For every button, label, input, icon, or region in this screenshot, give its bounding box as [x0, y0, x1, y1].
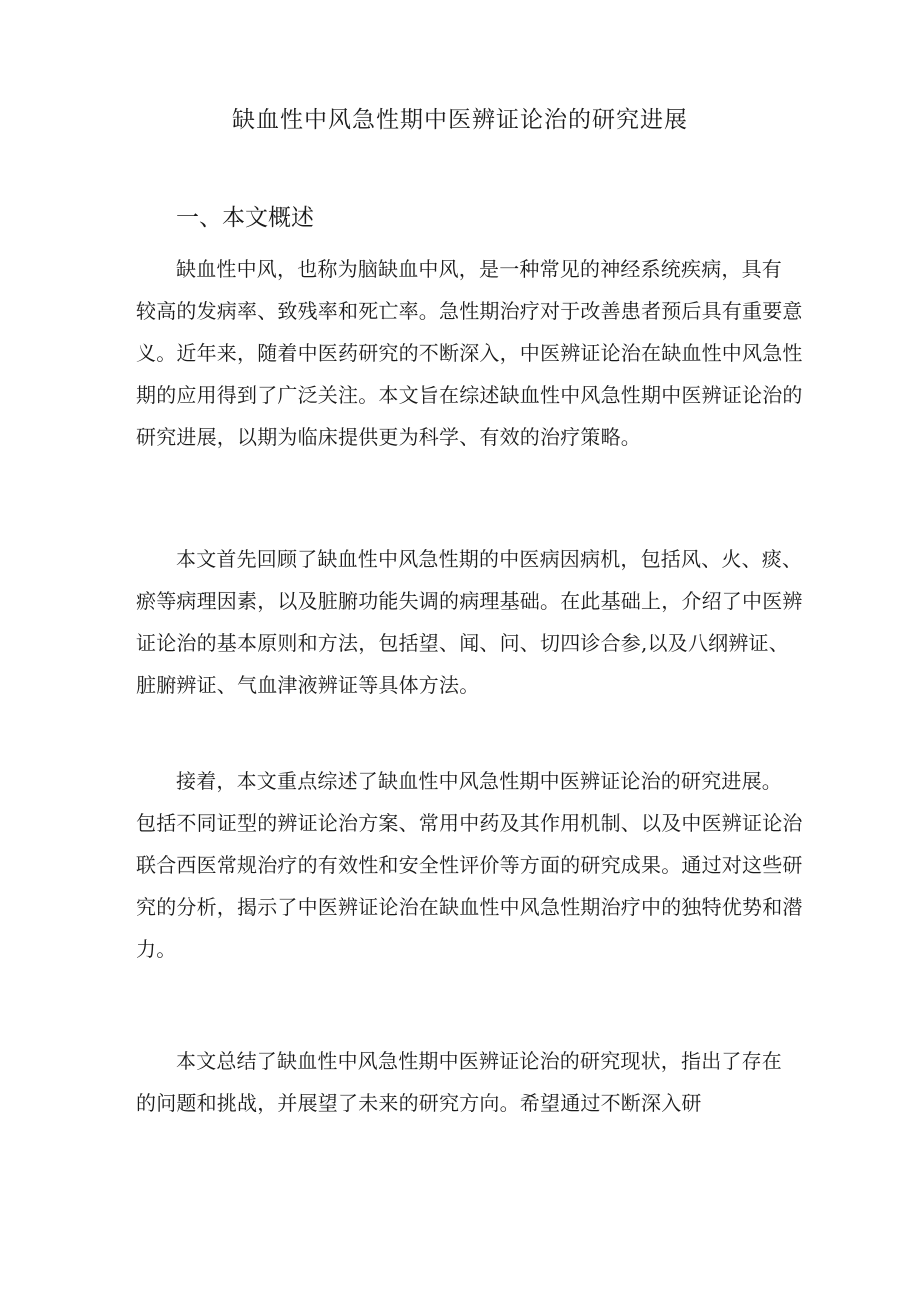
paragraph-line: 缺血性中风，也称为脑缺血中风，是一种常见的神经系统疾病，具有 — [176, 257, 782, 281]
document-title: 缺血性中风急性期中医辨证论治的研究进展 — [232, 107, 688, 133]
paragraph-research-progress — [136, 760, 803, 970]
paragraph-line: 力。 — [136, 937, 177, 961]
paragraph-line: 包括不同证型的辨证论治方案、常用中药及其作用机制、以及中医辨证论治 — [136, 811, 803, 835]
paragraph-line: 本文总结了缺血性中风急性期中医辨证论治的研究现状，指出了存在 — [176, 1049, 782, 1073]
section-heading: 一、本文概述 — [176, 205, 314, 231]
paragraph-line: 脏腑辨证、气血津液辨证等具体方法。 — [136, 673, 480, 697]
paragraph-line: 义。近年来，随着中医药研究的不断深入，中医辨证论治在缺血性中风急性 — [136, 341, 803, 365]
paragraph-line: 接着，本文重点综述了缺血性中风急性期中医辨证论治的研究进展。 — [176, 769, 782, 793]
paragraph-line: 联合西医常规治疗的有效性和安全性评价等方面的研究成果。通过对这些研 — [136, 853, 803, 877]
paragraph-line: 的问题和挑战，并展望了未来的研究方向。希望通过不断深入研 — [136, 1091, 702, 1115]
paragraph-line: 本文首先回顾了缺血性中风急性期的中医病因病机，包括风、火、痰、 — [176, 547, 803, 571]
paragraph-etiology-methods — [136, 538, 803, 706]
paragraph-line: 较高的发病率、致残率和死亡率。急性期治疗对于改善患者预后具有重要意 — [136, 299, 803, 323]
paragraph-line: 期的应用得到了广泛关注。本文旨在综述缺血性中风急性期中医辨证论治的 — [136, 383, 803, 407]
paragraph-summary — [136, 1040, 796, 1124]
paragraph-line: 证论治的基本原则和方法，包括望、闻、问、切四诊合参,以及八纲辨证、 — [136, 631, 789, 655]
paragraph-line: 瘀等病理因素，以及脏腑功能失调的病理基础。在此基础上，介绍了中医辨 — [136, 589, 803, 613]
paragraph-overview-intro — [136, 248, 803, 458]
paragraph-line: 研究进展，以期为临床提供更为科学、有效的治疗策略。 — [136, 425, 641, 449]
paragraph-line: 究的分析，揭示了中医辨证论治在缺血性中风急性期治疗中的独特优势和潜 — [136, 895, 803, 919]
